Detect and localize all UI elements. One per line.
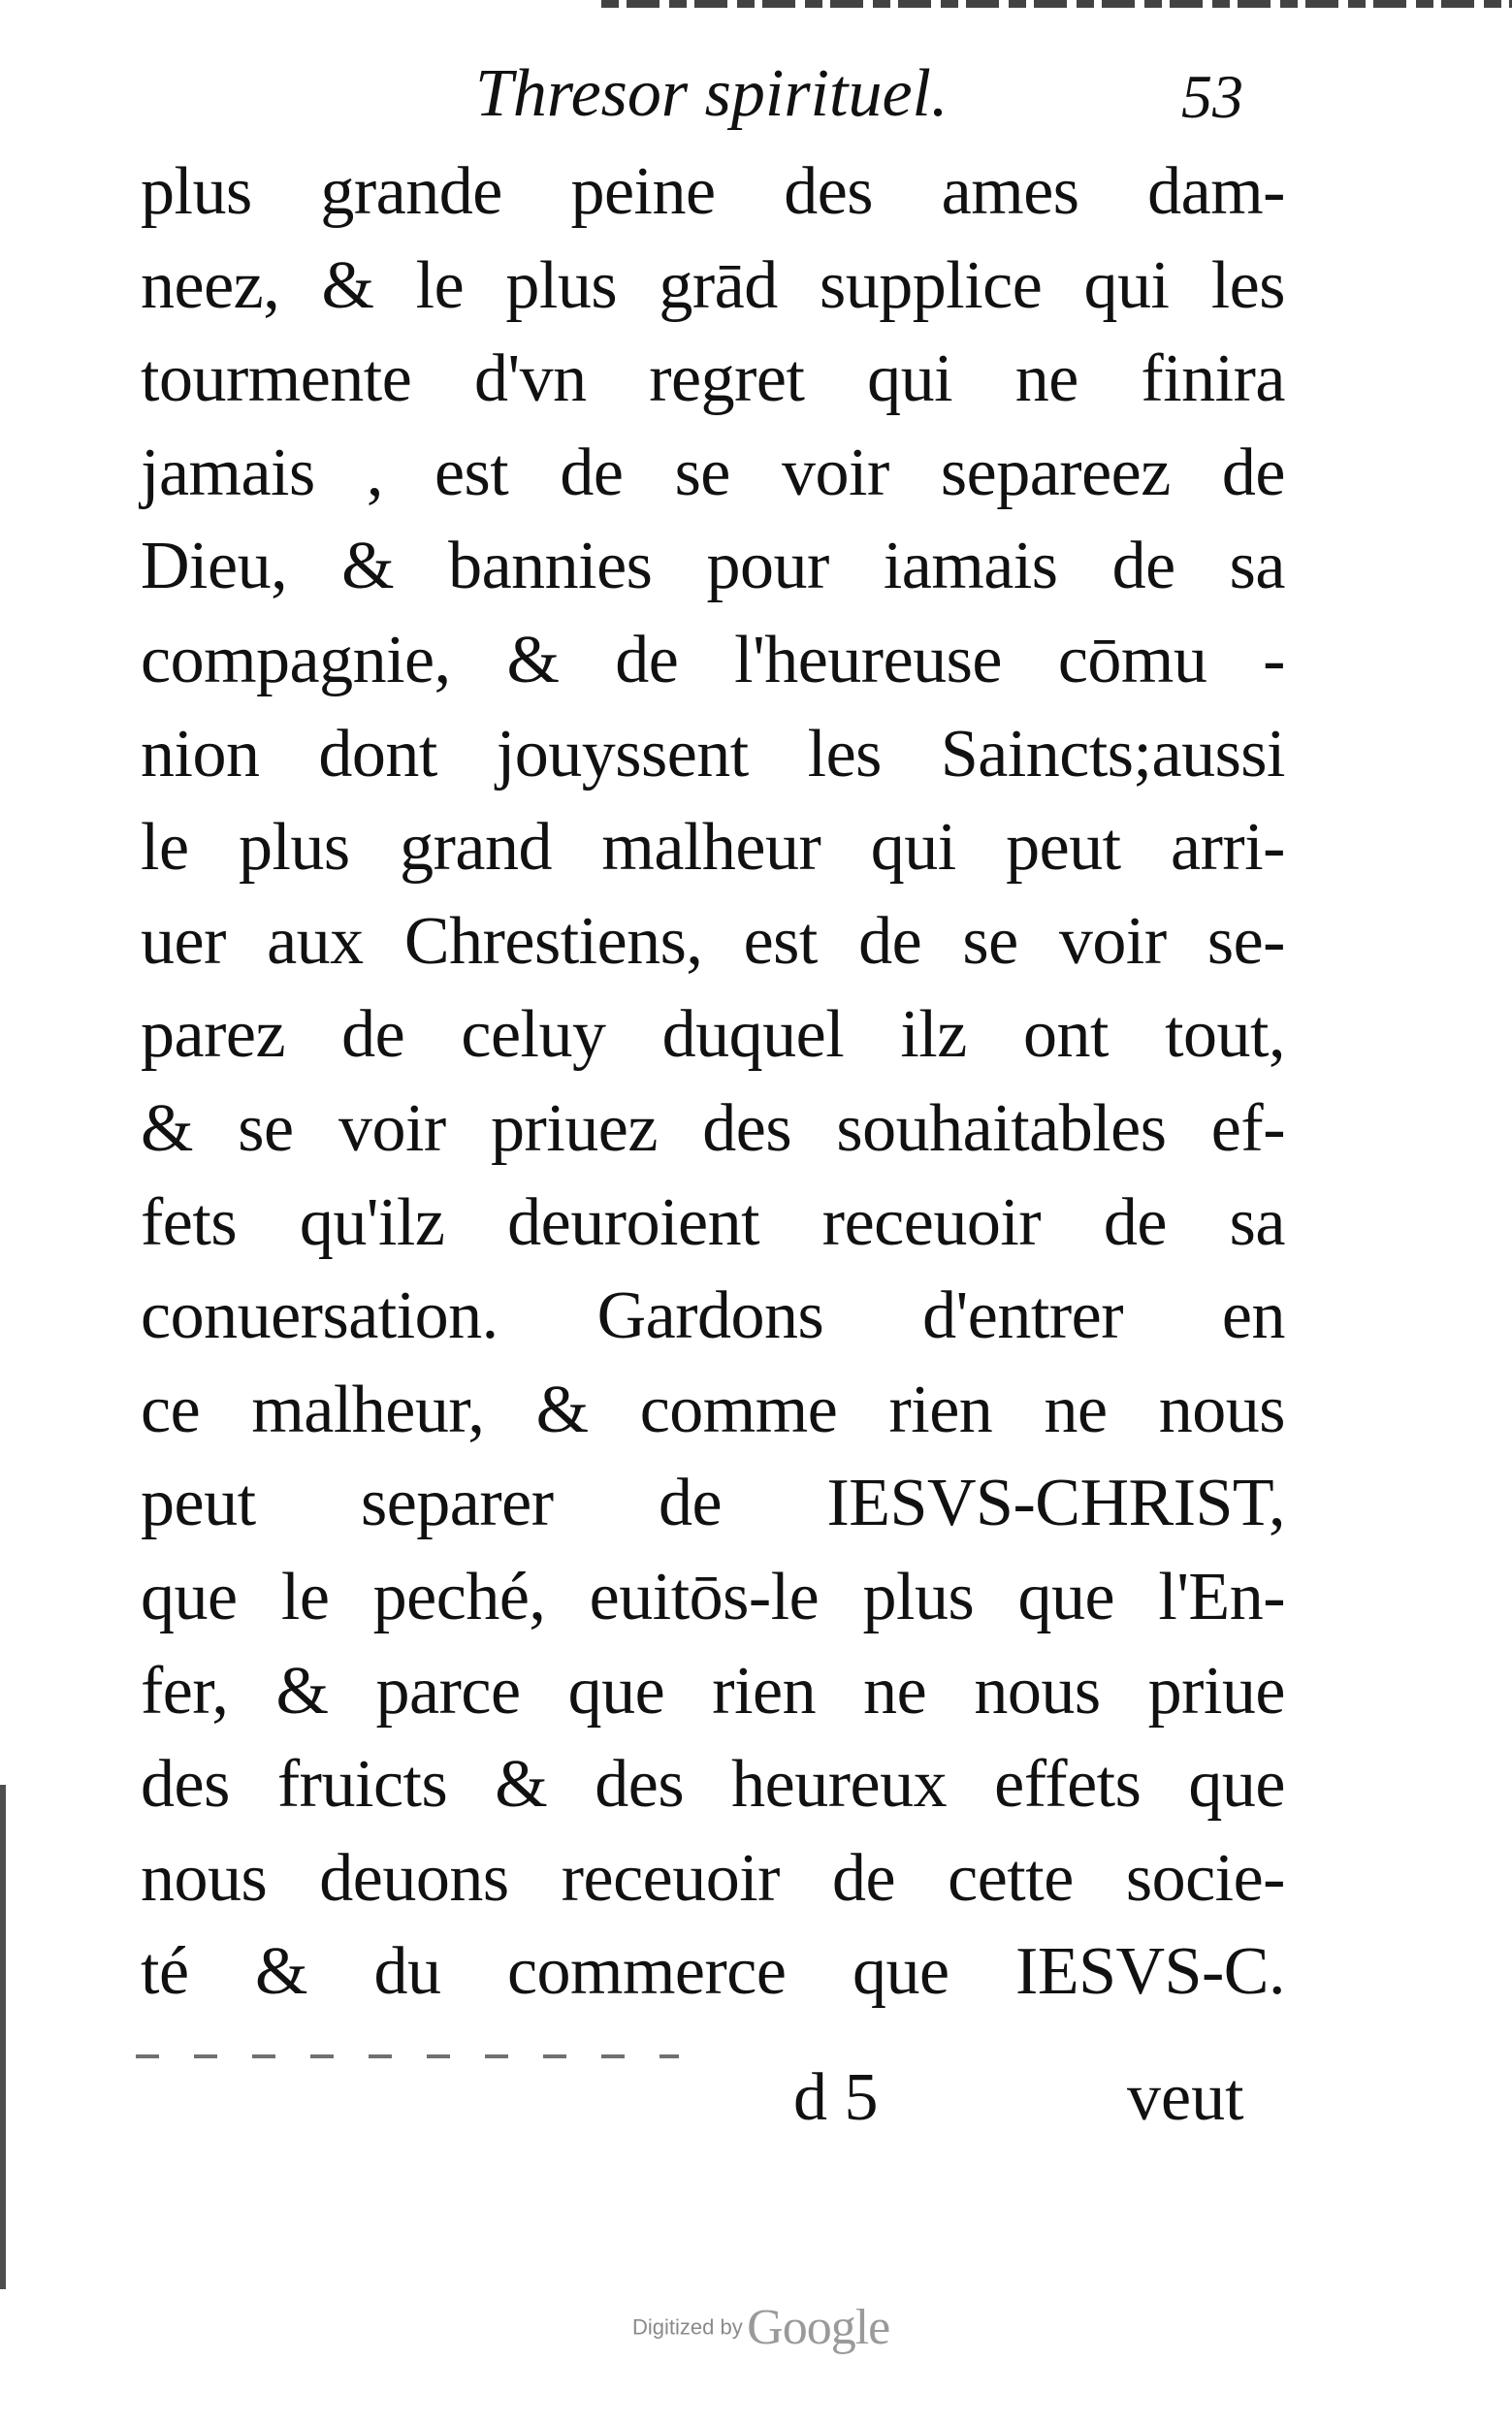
running-title: Thresor spirituel. — [475, 56, 949, 131]
text-line: que le peché, euitōs-le plus que l'En- — [141, 1559, 1285, 1634]
text-line: parez de celuy duquel ilz ont tout, — [141, 997, 1285, 1073]
text-line: uer aux Chrestiens, est de se voir se- — [141, 903, 1285, 979]
text-line: le plus grand malheur qui peut arri- — [141, 810, 1285, 886]
text-line: conuersation. Gardons d'entrer en — [141, 1278, 1285, 1354]
text-line: ce malheur, & comme rien ne nous — [141, 1372, 1285, 1447]
text-line: fets qu'ilz deuroient receuoir de sa — [141, 1184, 1285, 1260]
catchword: veut — [1127, 2060, 1244, 2135]
text-line: nion dont jouyssent les Saincts;aussi — [141, 716, 1285, 792]
text-line: compagnie, & de l'heureuse cōmu - — [141, 622, 1285, 697]
print-rule-mark — [136, 2054, 679, 2058]
scan-edge-top — [601, 0, 1512, 8]
text-line: fer, & parce que rien ne nous priue — [141, 1653, 1285, 1729]
text-line: des fruicts & des heureux effets que — [141, 1747, 1285, 1823]
text-line: nous deuons receuoir de cette socie- — [141, 1840, 1285, 1916]
google-logo-text: Google — [747, 2300, 890, 2355]
page-number: 53 — [1181, 62, 1243, 131]
scan-edge-left — [0, 1785, 6, 2289]
text-line: peut separer de IESVS-CHRIST, — [141, 1466, 1285, 1541]
body-text — [141, 146, 1285, 2020]
text-line: tourmente d'vn regret qui ne finira — [141, 341, 1285, 417]
text-line: plus grande peine des ames dam- — [141, 154, 1285, 229]
signature-mark: d 5 — [793, 2060, 879, 2135]
text-line: jamais , est de se voir separeez de — [141, 435, 1285, 510]
text-line: neez, & le plus grād supplice qui les — [141, 247, 1285, 323]
text-line: & se voir priuez des souhaitables ef- — [141, 1090, 1285, 1166]
text-line: Dieu, & bannies pour iamais de sa — [141, 529, 1285, 604]
digitized-prefix: Digitized by — [632, 2314, 743, 2340]
text-line: té & du commerce que IESVS-C. — [141, 1934, 1285, 2010]
digitized-watermark — [632, 2299, 889, 2356]
